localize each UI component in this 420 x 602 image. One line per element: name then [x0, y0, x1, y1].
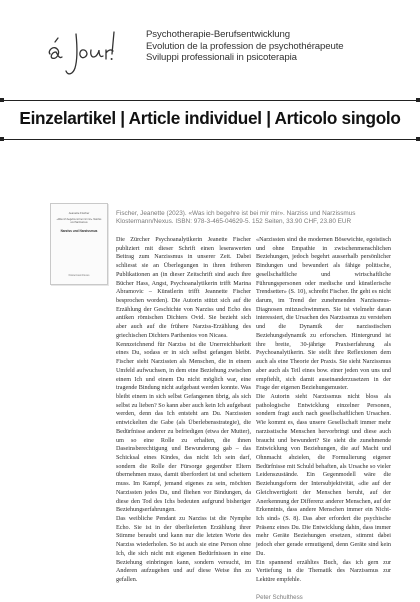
- header-line-de: Psychotherapie-Berufsentwicklung: [146, 29, 290, 40]
- cover-title: Narziss und Narzissmus: [60, 229, 98, 233]
- review-paragraph: «Narzissten sind die modernen Bösewichte, egoistisch und ohne Empathie in zwischenmenschlichen Beziehungen, jedoch begehrt ausserhalb persönlicher Bindungen und bewundert als fähige politische, gesellschaftliche und wirtschaftliche Führungspersonen oder medische und künstlerische Trendsetter» (S. 10), schreibt Fischer. Ihr geht es nicht darum, im Trend der zunehmenden Narzissmus-Diagnosen mitzuschwimmen. Sie ist vielmehr daran interessiert, die Ursachen des Narzissmus zu verstehen und die Dynamik der narzisstischen Beziehungsdynamik zu erforschen. Hintergrund ist ihre breite, 30-jährige Praxiserfahrung als Psychoanalytikerin. Sie stellt ihre Reflexionen dem auch als eine Theorie der Praxis. Sie sieht Narzissmus aber auch als Teil eines bow. einer jeden von uns und empfiehlt, sich damit auseinanderzusetzen in der Frage der eigenen Beziehungsmuster.: [256, 237, 391, 392]
- reviewer-signature: Peter Schulthess: [256, 593, 303, 601]
- review-column-left: [116, 236, 251, 585]
- top-divider: [0, 100, 420, 101]
- review-column-right: [256, 236, 391, 602]
- page-title: Einzelartikel | Article individuel | Articolo singolo: [19, 108, 401, 128]
- header-line-it: Sviluppi professionali in psicoterapia: [146, 52, 297, 64]
- cover-author: Jeanette Fischer: [68, 211, 90, 215]
- bottom-divider: [0, 139, 420, 140]
- bibliographic-reference: [116, 210, 396, 226]
- bib-line-2: Klostermann/Nexus. ISBN: 978-3-465-04629-5. 152 Seiten, 33.90 CHF, 23.80 EUR: [116, 218, 352, 226]
- book-cover-image: [50, 203, 108, 285]
- a-jour-logo: [44, 24, 116, 80]
- cover-subtitle: «Was ich begehre ist bei mir mir». Narziss und Narzissmus: [56, 218, 102, 224]
- handwritten-wordmark-icon: [44, 24, 116, 80]
- review-paragraph: Kennzeichnend für Narziss ist die Unerreichbarkeit eines Du, sodass er in sich selbst gefangen bleibt. Fischer sieht Narzissten als Menschen, die in einem Umfeld aufwuchsen, in dem eine Beziehung zwischen einem Ich und einem Du nicht möglich war, eine tragende Bindung nicht aufgebaut werden konnte. Was bleibt einem in sich selbst Gefangenen übrig, als sich selbst zu lieben? So kann aber auch kein Ich aufgebaut werden, denn das Ich entsteht am Du. Narzissten entwickelten die Gabe (als Überlebensstrategie), die Bedürfnisse anderer zu befriedigen (etwa der Mutter), um so eine Rolle zu erhalten, die ihnen Daseinsberechtigung und Bewunderung gab – das Schicksal eines Kindes, das nicht Ich sein darf, sondern die Rolle der Fürsorge gegenüber Eltern übernehmen muss, damit überfordert ist und scheitern muss. Im Kampf, jemand eigenes zu sein, möchten Narzissten jedes Du, und fliehen vor Bindungen, da diese den Tod des Ichs bedeuten aufgrund bisheriger Beziehungserfahrungen.: [116, 341, 251, 514]
- review-paragraph: Die Zürcher Psychoanalytikerin Jeanette Fischer publiziert mit dieser Schrift einen lesenswerten Beitrag zum Narzissmus in unserer Zeit. Dabei schliesst sie an Überlegungen in ihren früheren Publikationen an (in dieser Zeitschrift sind auch ihre Bücher Hass, Angst, Psychoanalytikerin trifft Marina Abramovic – Künstlerin trifft Jeannette Fischer besprochen worden). Die Autorin stützt sich auf die Erzählung der Geschichte von Narziss und Echo des antiken römischen Dichters Ovid. Sie bezieht sich aber auch auf die frühere Narziss-Erzählung des griechischen Dichters Parthenios von Nicaea.: [116, 237, 251, 339]
- review-paragraph: Das weibliche Pendant zu Narziss ist die Nymphe Echo. Sie ist in der überlieferten Erzählung ihrer Stimme beraubt und kann nur die letzten Worte des Narziss wiederholen. So ist auch sie eine Person ohne Ich, die sich nicht mit eigenen Bedürfnissen in eine Beziehung einbringen kann, sondern versucht, im Anderen aufzugehen und auf diese Weise ihn zu gefallen.: [116, 516, 251, 584]
- header-line-fr: Evolution de la profession de psychothérapeute: [146, 40, 344, 52]
- review-paragraph: Die Autorin sieht Narzissmus nicht bloss als pathologische Entwicklung einzelner Personen, sondern fragt auch nach gesellschaftlichen Ursachen. Wie kommt es, dass unsere Gesellschaft immer mehr narzisstische Menschen hervorbringt und diese auch braucht und bewundert? Sie sieht die zunehmende Entwicklung von Beziehungen, die auf Macht und Ohnmacht abzielen, die Formulierung eigener Bedürfnisse mit Schuld behaften, als Ursache so vieler Leidenszustände. Ein Gegenmodell wäre die Beziehungsform der Intersubjektivität, «die auf der Gleichwertigkeit der Menschen beruht, auf der Anerkennung der Differenz anderer Menschen, auf der Erkenntnis, dass andere Menschen immer ein Nicht-Ich sind» (S. 8). Das aber erfordert die psychische Präsenz eines Du. Die Entwicklung dahin, dass immer mehr Geräte Beziehungen ersetzen, stimmt dabei jedoch eher gerade ermutigend, denn Geräte sind kein Du.: [256, 393, 391, 557]
- review-paragraph: Ein spannend erzähltes Buch, das ich gern zur Vertiefung in die Thematik des Narzissmus zur Lektüre empfehle.: [256, 559, 391, 584]
- cover-publisher: Klostermann/Nexus: [68, 274, 90, 277]
- bib-line-1: Fischer, Jeanette (2023). «Was ich begehre ist bei mir mir». Narziss und Narzissmus: [116, 210, 356, 217]
- journal-header: [146, 29, 416, 64]
